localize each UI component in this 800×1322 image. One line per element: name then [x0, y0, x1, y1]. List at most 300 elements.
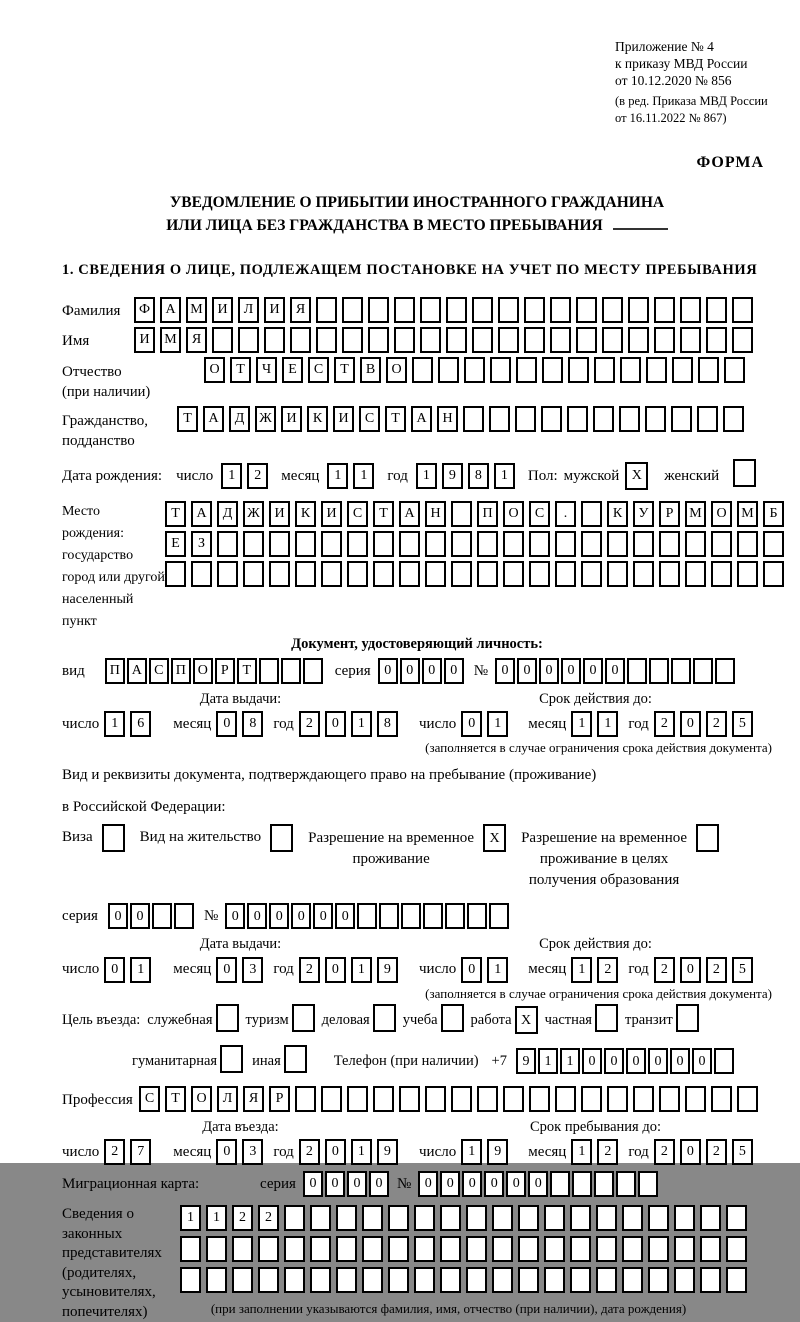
entry-year-box[interactable]: 1 — [351, 1139, 372, 1165]
representatives-char-box[interactable] — [700, 1236, 721, 1262]
representatives-char-box[interactable] — [284, 1267, 305, 1293]
representatives-char-box[interactable] — [544, 1236, 565, 1262]
phone-digit-box[interactable]: 0 — [604, 1048, 624, 1074]
representatives-char-box[interactable] — [492, 1267, 513, 1293]
given-name-char-box[interactable] — [290, 327, 311, 353]
representatives-char-box[interactable] — [336, 1236, 357, 1262]
profession-char-box[interactable] — [529, 1086, 550, 1112]
birth-place-char-box[interactable] — [321, 561, 342, 587]
stay-day-box[interactable]: 9 — [487, 1139, 508, 1165]
representatives-char-box[interactable] — [674, 1267, 695, 1293]
citizenship-char-box[interactable] — [619, 406, 640, 432]
doc-valid-year-box[interactable]: 5 — [732, 711, 753, 737]
birth-place-char-box[interactable] — [425, 561, 446, 587]
birth-place-char-box[interactable] — [399, 531, 420, 557]
birth-month-box[interactable]: 1 — [327, 463, 348, 489]
given-name-char-box[interactable] — [264, 327, 285, 353]
birth-place-char-box[interactable] — [555, 531, 576, 557]
surname-char-box[interactable]: И — [212, 297, 233, 323]
residence-permit-checkbox[interactable] — [270, 824, 293, 852]
doc-issue-year-box[interactable]: 2 — [299, 711, 320, 737]
stay-month-box[interactable]: 2 — [597, 1139, 618, 1165]
representatives-char-box[interactable] — [232, 1267, 253, 1293]
representatives-char-box[interactable] — [284, 1236, 305, 1262]
doc-valid-month-box[interactable]: 1 — [571, 711, 592, 737]
birth-place-char-box[interactable] — [243, 531, 264, 557]
doc-number-box[interactable]: 0 — [495, 658, 515, 684]
representatives-char-box[interactable]: 1 — [206, 1205, 227, 1231]
entry-year-box[interactable]: 2 — [299, 1139, 320, 1165]
edu-permit-checkbox[interactable] — [696, 824, 719, 852]
representatives-char-box[interactable] — [414, 1236, 435, 1262]
surname-char-box[interactable] — [550, 297, 571, 323]
doc-issue-month-box[interactable]: 8 — [242, 711, 263, 737]
entry-day-box[interactable]: 7 — [130, 1139, 151, 1165]
doc-series-box[interactable]: 0 — [444, 658, 464, 684]
surname-char-box[interactable] — [628, 297, 649, 323]
patronymic-char-box[interactable] — [490, 357, 511, 383]
patronymic-char-box[interactable]: Т — [334, 357, 355, 383]
private-checkbox[interactable] — [595, 1004, 618, 1032]
citizenship-char-box[interactable]: А — [203, 406, 224, 432]
residence-issue-year-box[interactable]: 0 — [325, 957, 346, 983]
birth-place-char-box[interactable] — [503, 561, 524, 587]
citizenship-char-box[interactable] — [463, 406, 484, 432]
patronymic-char-box[interactable] — [646, 357, 667, 383]
representatives-char-box[interactable] — [336, 1205, 357, 1231]
doc-number-box[interactable]: 0 — [517, 658, 537, 684]
birth-place-char-box[interactable]: . — [555, 501, 576, 527]
representatives-char-box[interactable] — [362, 1236, 383, 1262]
representatives-char-box[interactable] — [492, 1205, 513, 1231]
birth-place-char-box[interactable]: И — [321, 501, 342, 527]
birth-place-char-box[interactable] — [347, 531, 368, 557]
birth-place-char-box[interactable] — [581, 501, 602, 527]
phone-digit-box[interactable]: 0 — [626, 1048, 646, 1074]
entry-month-box[interactable]: 0 — [216, 1139, 237, 1165]
surname-char-box[interactable]: А — [160, 297, 181, 323]
citizenship-char-box[interactable] — [541, 406, 562, 432]
birth-place-char-box[interactable] — [217, 561, 238, 587]
profession-char-box[interactable] — [451, 1086, 472, 1112]
birth-place-char-box[interactable] — [451, 501, 472, 527]
surname-char-box[interactable] — [524, 297, 545, 323]
representatives-char-box[interactable] — [466, 1205, 487, 1231]
surname-char-box[interactable]: И — [264, 297, 285, 323]
representatives-char-box[interactable] — [440, 1205, 461, 1231]
birth-place-char-box[interactable] — [581, 561, 602, 587]
doc-series-box[interactable]: 0 — [378, 658, 398, 684]
doc-issue-year-box[interactable]: 8 — [377, 711, 398, 737]
citizenship-char-box[interactable]: Т — [177, 406, 198, 432]
representatives-char-box[interactable] — [726, 1236, 747, 1262]
birth-place-char-box[interactable] — [321, 531, 342, 557]
stay-month-box[interactable]: 1 — [571, 1139, 592, 1165]
given-name-char-box[interactable] — [316, 327, 337, 353]
birth-place-char-box[interactable]: А — [399, 501, 420, 527]
migration-series-box[interactable]: 0 — [325, 1171, 345, 1197]
birth-place-char-box[interactable] — [451, 561, 472, 587]
citizenship-char-box[interactable]: Н — [437, 406, 458, 432]
citizenship-char-box[interactable] — [697, 406, 718, 432]
migration-number-box[interactable]: 0 — [418, 1171, 438, 1197]
doc-kind-char-box[interactable]: О — [193, 658, 213, 684]
given-name-char-box[interactable] — [238, 327, 259, 353]
profession-char-box[interactable] — [373, 1086, 394, 1112]
birth-place-char-box[interactable] — [165, 561, 186, 587]
surname-char-box[interactable] — [472, 297, 493, 323]
residence-issue-month-box[interactable]: 3 — [242, 957, 263, 983]
surname-char-box[interactable]: Л — [238, 297, 259, 323]
migration-series-box[interactable]: 0 — [347, 1171, 367, 1197]
representatives-char-box[interactable] — [284, 1205, 305, 1231]
representatives-char-box[interactable] — [518, 1205, 539, 1231]
residence-valid-month-box[interactable]: 2 — [597, 957, 618, 983]
doc-number-box[interactable]: 0 — [583, 658, 603, 684]
migration-number-box[interactable]: 0 — [440, 1171, 460, 1197]
profession-char-box[interactable]: Т — [165, 1086, 186, 1112]
given-name-char-box[interactable] — [550, 327, 571, 353]
phone-digit-box[interactable]: 0 — [582, 1048, 602, 1074]
representatives-char-box[interactable] — [596, 1236, 617, 1262]
patronymic-char-box[interactable] — [464, 357, 485, 383]
doc-kind-char-box[interactable] — [303, 658, 323, 684]
entry-year-box[interactable]: 0 — [325, 1139, 346, 1165]
representatives-char-box[interactable] — [440, 1267, 461, 1293]
birth-place-char-box[interactable] — [269, 561, 290, 587]
given-name-char-box[interactable] — [732, 327, 753, 353]
representatives-char-box[interactable] — [310, 1205, 331, 1231]
surname-char-box[interactable] — [316, 297, 337, 323]
migration-series-box[interactable]: 0 — [369, 1171, 389, 1197]
citizenship-char-box[interactable] — [567, 406, 588, 432]
birth-place-char-box[interactable] — [711, 561, 732, 587]
residence-issue-day-box[interactable]: 0 — [104, 957, 125, 983]
citizenship-char-box[interactable] — [515, 406, 536, 432]
residence-series-box[interactable] — [152, 903, 172, 929]
phone-digit-box[interactable]: 1 — [538, 1048, 558, 1074]
doc-number-box[interactable]: 0 — [605, 658, 625, 684]
representatives-char-box[interactable]: 2 — [232, 1205, 253, 1231]
given-name-char-box[interactable] — [576, 327, 597, 353]
profession-char-box[interactable] — [555, 1086, 576, 1112]
given-name-char-box[interactable] — [446, 327, 467, 353]
doc-kind-char-box[interactable]: А — [127, 658, 147, 684]
birth-place-char-box[interactable]: Ж — [243, 501, 264, 527]
patronymic-char-box[interactable]: Т — [230, 357, 251, 383]
given-name-char-box[interactable] — [368, 327, 389, 353]
citizenship-char-box[interactable]: С — [359, 406, 380, 432]
birth-place-char-box[interactable]: К — [607, 501, 628, 527]
birth-place-char-box[interactable] — [633, 531, 654, 557]
profession-char-box[interactable] — [659, 1086, 680, 1112]
residence-number-box[interactable]: 0 — [335, 903, 355, 929]
profession-char-box[interactable] — [399, 1086, 420, 1112]
representatives-char-box[interactable] — [362, 1267, 383, 1293]
birth-place-char-box[interactable] — [295, 531, 316, 557]
residence-valid-year-box[interactable]: 0 — [680, 957, 701, 983]
given-name-char-box[interactable] — [498, 327, 519, 353]
representatives-char-box[interactable] — [700, 1205, 721, 1231]
representatives-char-box[interactable] — [622, 1236, 643, 1262]
given-name-char-box[interactable] — [420, 327, 441, 353]
residence-number-box[interactable]: 0 — [291, 903, 311, 929]
phone-digit-box[interactable]: 0 — [648, 1048, 668, 1074]
birth-place-char-box[interactable] — [529, 561, 550, 587]
doc-number-box[interactable] — [649, 658, 669, 684]
birth-place-char-box[interactable] — [191, 561, 212, 587]
birth-place-char-box[interactable] — [737, 561, 758, 587]
profession-char-box[interactable]: Р — [269, 1086, 290, 1112]
profession-char-box[interactable] — [321, 1086, 342, 1112]
residence-valid-month-box[interactable]: 1 — [571, 957, 592, 983]
residence-number-box[interactable] — [401, 903, 421, 929]
birth-place-char-box[interactable] — [243, 561, 264, 587]
birth-place-char-box[interactable]: Е — [165, 531, 186, 557]
birth-place-char-box[interactable]: Б — [763, 501, 784, 527]
birth-place-char-box[interactable] — [217, 531, 238, 557]
birth-place-char-box[interactable] — [373, 531, 394, 557]
given-name-char-box[interactable] — [706, 327, 727, 353]
entry-year-box[interactable]: 9 — [377, 1139, 398, 1165]
phone-digit-box[interactable]: 0 — [692, 1048, 712, 1074]
profession-char-box[interactable] — [477, 1086, 498, 1112]
residence-number-box[interactable]: 0 — [313, 903, 333, 929]
patronymic-char-box[interactable] — [516, 357, 537, 383]
birth-place-char-box[interactable] — [295, 561, 316, 587]
surname-char-box[interactable] — [368, 297, 389, 323]
doc-valid-year-box[interactable]: 2 — [706, 711, 727, 737]
official-checkbox[interactable] — [216, 1004, 239, 1032]
birth-place-char-box[interactable] — [607, 531, 628, 557]
patronymic-char-box[interactable]: О — [204, 357, 225, 383]
representatives-char-box[interactable] — [544, 1205, 565, 1231]
patronymic-char-box[interactable] — [412, 357, 433, 383]
patronymic-char-box[interactable] — [698, 357, 719, 383]
representatives-char-box[interactable] — [570, 1205, 591, 1231]
birth-place-char-box[interactable] — [373, 561, 394, 587]
birth-month-box[interactable]: 1 — [353, 463, 374, 489]
given-name-char-box[interactable] — [602, 327, 623, 353]
doc-valid-month-box[interactable]: 1 — [597, 711, 618, 737]
profession-char-box[interactable] — [425, 1086, 446, 1112]
migration-number-box[interactable] — [550, 1171, 570, 1197]
citizenship-char-box[interactable] — [645, 406, 666, 432]
residence-number-box[interactable] — [489, 903, 509, 929]
migration-series-box[interactable]: 0 — [303, 1171, 323, 1197]
patronymic-char-box[interactable] — [672, 357, 693, 383]
migration-number-box[interactable]: 0 — [528, 1171, 548, 1197]
surname-char-box[interactable] — [706, 297, 727, 323]
birth-place-char-box[interactable] — [711, 531, 732, 557]
birth-place-char-box[interactable]: П — [477, 501, 498, 527]
birth-place-char-box[interactable] — [763, 531, 784, 557]
representatives-char-box[interactable] — [518, 1236, 539, 1262]
birth-place-char-box[interactable]: К — [295, 501, 316, 527]
birth-place-char-box[interactable]: З — [191, 531, 212, 557]
given-name-char-box[interactable] — [680, 327, 701, 353]
residence-valid-year-box[interactable]: 5 — [732, 957, 753, 983]
representatives-char-box[interactable] — [258, 1267, 279, 1293]
profession-char-box[interactable] — [711, 1086, 732, 1112]
migration-number-box[interactable] — [572, 1171, 592, 1197]
birth-place-char-box[interactable] — [529, 531, 550, 557]
representatives-char-box[interactable] — [440, 1236, 461, 1262]
stay-year-box[interactable]: 0 — [680, 1139, 701, 1165]
representatives-char-box[interactable] — [466, 1236, 487, 1262]
profession-char-box[interactable]: Л — [217, 1086, 238, 1112]
profession-char-box[interactable] — [633, 1086, 654, 1112]
profession-char-box[interactable]: С — [139, 1086, 160, 1112]
given-name-char-box[interactable] — [628, 327, 649, 353]
other-checkbox[interactable] — [284, 1045, 307, 1073]
patronymic-char-box[interactable]: В — [360, 357, 381, 383]
birth-place-char-box[interactable] — [477, 561, 498, 587]
birth-place-char-box[interactable]: М — [737, 501, 758, 527]
birth-place-char-box[interactable]: С — [529, 501, 550, 527]
representatives-char-box[interactable] — [414, 1205, 435, 1231]
patronymic-char-box[interactable] — [594, 357, 615, 383]
doc-valid-day-box[interactable]: 0 — [461, 711, 482, 737]
patronymic-char-box[interactable] — [568, 357, 589, 383]
surname-char-box[interactable] — [680, 297, 701, 323]
doc-number-box[interactable] — [693, 658, 713, 684]
migration-number-box[interactable] — [594, 1171, 614, 1197]
citizenship-char-box[interactable]: Д — [229, 406, 250, 432]
doc-kind-char-box[interactable]: Р — [215, 658, 235, 684]
residence-series-box[interactable]: 0 — [108, 903, 128, 929]
given-name-char-box[interactable] — [212, 327, 233, 353]
birth-day-box[interactable]: 1 — [221, 463, 242, 489]
doc-kind-char-box[interactable]: С — [149, 658, 169, 684]
representatives-char-box[interactable] — [180, 1236, 201, 1262]
representatives-char-box[interactable] — [544, 1267, 565, 1293]
profession-char-box[interactable]: Я — [243, 1086, 264, 1112]
entry-month-box[interactable]: 3 — [242, 1139, 263, 1165]
patronymic-char-box[interactable]: Е — [282, 357, 303, 383]
given-name-char-box[interactable]: И — [134, 327, 155, 353]
birth-place-char-box[interactable] — [451, 531, 472, 557]
humanitarian-checkbox[interactable] — [220, 1045, 243, 1073]
surname-char-box[interactable] — [602, 297, 623, 323]
representatives-char-box[interactable] — [492, 1236, 513, 1262]
residence-number-box[interactable]: 0 — [247, 903, 267, 929]
given-name-char-box[interactable]: М — [160, 327, 181, 353]
representatives-char-box[interactable] — [310, 1267, 331, 1293]
female-checkbox[interactable] — [733, 459, 756, 487]
birth-day-box[interactable]: 2 — [247, 463, 268, 489]
patronymic-char-box[interactable]: С — [308, 357, 329, 383]
birth-place-char-box[interactable]: М — [685, 501, 706, 527]
representatives-char-box[interactable] — [414, 1267, 435, 1293]
surname-char-box[interactable]: М — [186, 297, 207, 323]
residence-number-box[interactable]: 0 — [225, 903, 245, 929]
profession-char-box[interactable] — [581, 1086, 602, 1112]
representatives-char-box[interactable] — [388, 1236, 409, 1262]
citizenship-char-box[interactable] — [593, 406, 614, 432]
representatives-char-box[interactable] — [648, 1267, 669, 1293]
work-checkbox[interactable]: X — [515, 1006, 538, 1034]
given-name-char-box[interactable] — [342, 327, 363, 353]
surname-char-box[interactable] — [576, 297, 597, 323]
residence-series-box[interactable]: 0 — [130, 903, 150, 929]
representatives-char-box[interactable] — [466, 1267, 487, 1293]
birth-place-char-box[interactable] — [503, 531, 524, 557]
doc-kind-char-box[interactable] — [259, 658, 279, 684]
residence-issue-year-box[interactable]: 9 — [377, 957, 398, 983]
migration-number-box[interactable]: 0 — [506, 1171, 526, 1197]
representatives-char-box[interactable] — [336, 1267, 357, 1293]
birth-place-char-box[interactable]: О — [711, 501, 732, 527]
representatives-char-box[interactable] — [648, 1205, 669, 1231]
representatives-char-box[interactable]: 2 — [258, 1205, 279, 1231]
phone-digit-box[interactable]: 0 — [670, 1048, 690, 1074]
representatives-char-box[interactable] — [700, 1267, 721, 1293]
doc-kind-char-box[interactable]: П — [171, 658, 191, 684]
given-name-char-box[interactable] — [524, 327, 545, 353]
birth-place-char-box[interactable]: Н — [425, 501, 446, 527]
representatives-char-box[interactable] — [310, 1236, 331, 1262]
representatives-char-box[interactable] — [206, 1236, 227, 1262]
profession-char-box[interactable] — [347, 1086, 368, 1112]
birth-place-char-box[interactable]: О — [503, 501, 524, 527]
given-name-char-box[interactable] — [394, 327, 415, 353]
doc-issue-day-box[interactable]: 1 — [104, 711, 125, 737]
representatives-char-box[interactable] — [674, 1236, 695, 1262]
tourism-checkbox[interactable] — [292, 1004, 315, 1032]
doc-kind-char-box[interactable]: Т — [237, 658, 257, 684]
birth-place-char-box[interactable] — [685, 531, 706, 557]
birth-place-char-box[interactable] — [685, 561, 706, 587]
residence-valid-year-box[interactable]: 2 — [654, 957, 675, 983]
birth-place-char-box[interactable] — [659, 561, 680, 587]
surname-char-box[interactable] — [446, 297, 467, 323]
citizenship-char-box[interactable]: И — [281, 406, 302, 432]
phone-digit-box[interactable]: 9 — [516, 1048, 536, 1074]
patronymic-char-box[interactable]: О — [386, 357, 407, 383]
migration-number-box[interactable]: 0 — [484, 1171, 504, 1197]
representatives-char-box[interactable] — [570, 1236, 591, 1262]
doc-kind-char-box[interactable]: П — [105, 658, 125, 684]
transit-checkbox[interactable] — [676, 1004, 699, 1032]
birth-place-char-box[interactable] — [763, 561, 784, 587]
residence-issue-month-box[interactable]: 0 — [216, 957, 237, 983]
birth-place-char-box[interactable] — [347, 561, 368, 587]
patronymic-char-box[interactable]: Ч — [256, 357, 277, 383]
patronymic-char-box[interactable] — [724, 357, 745, 383]
citizenship-char-box[interactable]: А — [411, 406, 432, 432]
birth-place-char-box[interactable]: Т — [373, 501, 394, 527]
citizenship-char-box[interactable] — [723, 406, 744, 432]
stay-year-box[interactable]: 5 — [732, 1139, 753, 1165]
citizenship-char-box[interactable] — [489, 406, 510, 432]
doc-series-box[interactable]: 0 — [422, 658, 442, 684]
residence-issue-year-box[interactable]: 1 — [351, 957, 372, 983]
birth-place-char-box[interactable]: У — [633, 501, 654, 527]
surname-char-box[interactable] — [732, 297, 753, 323]
residence-number-box[interactable]: 0 — [269, 903, 289, 929]
given-name-char-box[interactable] — [654, 327, 675, 353]
representatives-char-box[interactable] — [258, 1236, 279, 1262]
profession-char-box[interactable] — [503, 1086, 524, 1112]
residence-number-box[interactable] — [357, 903, 377, 929]
birth-year-box[interactable]: 1 — [494, 463, 515, 489]
profession-char-box[interactable]: О — [191, 1086, 212, 1112]
representatives-char-box[interactable] — [388, 1267, 409, 1293]
citizenship-char-box[interactable]: К — [307, 406, 328, 432]
birth-place-char-box[interactable] — [425, 531, 446, 557]
residence-number-box[interactable] — [445, 903, 465, 929]
